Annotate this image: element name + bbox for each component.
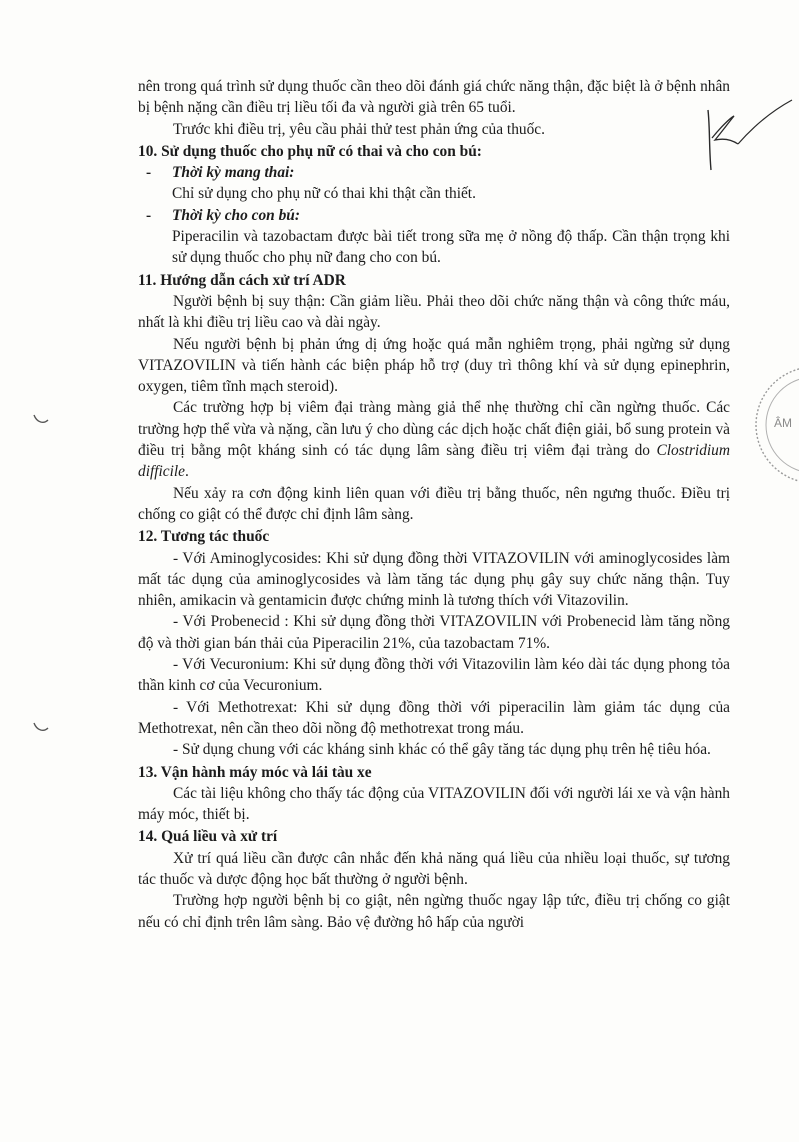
subheading-lactation	[138, 205, 730, 226]
section-heading-10: 10. Sử dụng thuốc cho phụ nữ có thai và cho con bú:	[138, 142, 482, 160]
punch-hole-mark	[32, 720, 50, 734]
paragraph: Xử trí quá liều cần được cân nhắc đến khả năng quá liều của nhiều loại thuốc, sự tương tác thuốc và dược động học bất thường ở người bệnh.	[138, 849, 730, 888]
paragraph: - Với Aminoglycosides: Khi sử dụng đồng thời VITAZOVILIN với aminoglycosides làm mất tác dụng của aminoglycosides và làm tăng tác dụng phụ gây suy chức năng thận. Tuy nhiên, amikacin và gentamicin được chứng minh là tương thích với Vitazovilin.	[138, 549, 730, 610]
paragraph: Người bệnh bị suy thận: Cần giảm liều. Phải theo dõi chức năng thận và công thức máu, nhất là khi điều trị liều cao và dài ngày.	[138, 292, 730, 332]
paragraph: nên trong quá trình sử dụng thuốc cần theo dõi đánh giá chức năng thận, đặc biệt là ở bệnh nhân bị bệnh nặng cần điều trị liều tối đa và người già trên 65 tuổi.	[138, 78, 730, 117]
italic-text: Clostridium difficile	[138, 442, 730, 481]
paragraph: Piperacilin và tazobactam được bài tiết trong sữa mẹ ở nồng độ thấp. Cần thận trọng khi sử dụng thuốc cho phụ nữ đang cho con bú.	[172, 228, 730, 267]
text-run: .	[185, 463, 189, 481]
paragraph: - Với Vecuronium: Khi sử dụng đồng thời với Vitazovilin làm kéo dài tác dụng phong tỏa thần kinh cơ của Vecuronium.	[138, 656, 730, 695]
section-heading-14: 14. Quá liều và xử trí	[138, 828, 278, 846]
section-heading-13: 13. Vận hành máy móc và lái tàu xe	[138, 763, 372, 781]
dash: -	[146, 206, 152, 224]
paragraph: - Sử dụng chung với các kháng sinh khác có thể gây tăng tác dụng phụ trên hệ tiêu hóa.	[173, 741, 711, 759]
dash: -	[146, 164, 152, 182]
subheading-text: Thời kỳ cho con bú:	[172, 206, 300, 224]
paragraph: - Với Methotrexat: Khi sử dụng đồng thời với piperacilin làm giảm tác dụng của Methotrexat, nên cần theo dõi nồng độ methotrexat trong máu.	[138, 698, 730, 737]
signature-mark	[700, 88, 795, 178]
paragraph: Chỉ sử dụng cho phụ nữ có thai khi thật cần thiết.	[172, 185, 476, 203]
section-heading-11: 11. Hướng dẫn cách xử trí ADR	[138, 271, 346, 289]
paragraph: Các tài liệu không cho thấy tác động của VITAZOVILIN đối với người lái xe và vận hành máy móc, thiết bị.	[138, 784, 730, 824]
document-body	[138, 76, 730, 933]
paragraph: Nếu xảy ra cơn động kinh liên quan với điều trị bằng thuốc, nên ngưng thuốc. Điều trị chống co giật có thể được chỉ định lâm sàng.	[138, 484, 730, 523]
paragraph: Nếu người bệnh bị phản ứng dị ứng hoặc quá mẫn nghiêm trọng, phải ngừng sử dụng VITAZOVILIN và tiến hành các biện pháp hỗ trợ (duy trì thông khí và sử dụng epinephrin, oxygen, tiêm tĩnh mạch steroid).	[138, 335, 730, 396]
paragraph	[138, 397, 730, 482]
section-heading-12: 12. Tương tác thuốc	[138, 528, 270, 546]
punch-hole-mark	[32, 412, 50, 426]
paragraph: Trường hợp người bệnh bị co giật, nên ngừng thuốc ngay lập tức, điều trị chống co giật nếu có chỉ định trên lâm sàng. Bảo vệ đường hô hấp của người	[138, 892, 730, 931]
paragraph: - Với Probenecid : Khi sử dụng đồng thời VITAZOVILIN với Probenecid làm tăng nồng độ và thời gian bán thải của Piperacilin 21%, của tazobactam 71%.	[138, 613, 730, 652]
subheading-text: Thời kỳ mang thai:	[172, 164, 295, 182]
text-run: Các trường hợp bị viêm đại tràng màng giả thể nhẹ thường chỉ cần ngừng thuốc. Các trường hợp thể vừa và nặng, cần lưu ý cho dùng các dịch hoặc chất điện giải, bổ sung protein và điều trị bằng một kháng sinh có tác dụng lâm sàng điều trị viêm đại tràng do	[138, 399, 730, 460]
paragraph: Trước khi điều trị, yêu cầu phải thử test phản ứng của thuốc.	[173, 120, 545, 138]
stamp-fragment	[752, 350, 799, 500]
stamp-text: ÂM	[774, 416, 792, 430]
subheading-pregnancy	[138, 162, 730, 183]
